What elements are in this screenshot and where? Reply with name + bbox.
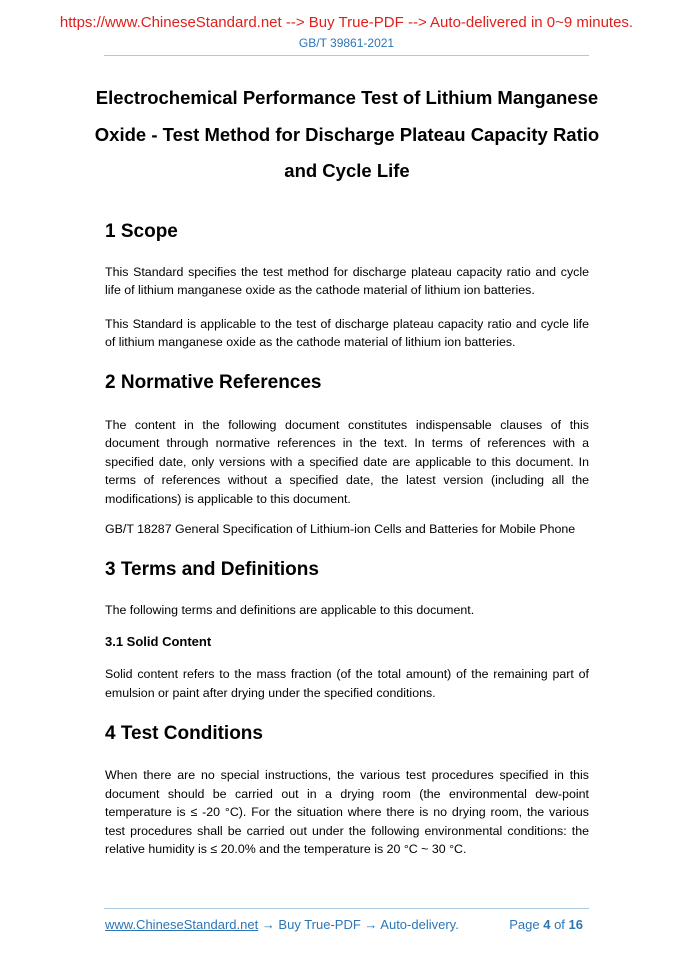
total-pages: 16 (568, 917, 583, 932)
paragraph: This Standard specifies the test method for discharge plateau capacity ratio and cycle life of lithium manganese oxide as the cathode material of lithium ion batteries. (105, 264, 589, 297)
paragraph: This Standard is applicable to the test of discharge plateau capacity ratio and cycle life of lithium manganese oxide as the cathode material of lithium ion batteries. (105, 316, 589, 349)
paragraph: The following terms and definitions are applicable to this document. (105, 602, 475, 617)
section-heading-terms: 3 Terms and Definitions (105, 558, 319, 580)
paragraph: The content in the following document constitutes indispensable clauses of this document through normative references in the text. In terms of references with a specified date, only versions with a specified date are applicable to this document. In terms of references without a specified date, the latest version (including all the modifications) is applicable to this document. (105, 417, 589, 506)
subsection-heading: 3.1 Solid Content (105, 634, 212, 649)
site-link[interactable]: www.ChineseStandard.net (105, 917, 259, 932)
section-heading-normative-references: 2 Normative References (105, 371, 322, 393)
footer-left (105, 917, 459, 932)
page-indicator (509, 917, 589, 932)
section-heading-test-conditions: 4 Test Conditions (105, 723, 263, 744)
footer-tagline: → Buy True-PDF → Auto-delivery. (258, 917, 459, 932)
footer-divider (104, 908, 589, 909)
reference-item: GB/T 18287 General Specification of Lithium-ion Cells and Batteries for Mobile Phone (105, 522, 576, 536)
of-label: of (554, 917, 565, 932)
page-label: Page (509, 917, 540, 932)
standard-number: GB/T 39861-2021 (298, 36, 395, 50)
section-heading-scope: 1 Scope (105, 220, 178, 242)
paragraph: When there are no special instructions, the various test procedures specified in this document should be carried out in a drying room (the environmental dew-point temperature is ≤ -20 °C). For the situation where there is no drying room, the various test procedures shall be carried out under the following environmental conditions: the relative humidity is ≤ 20.0% and the temperature is 20 °C ~ 30 °C. (105, 768, 589, 856)
document-title: Electrochemical Performance Test of Lithium Manganese Oxide - Test Method for Discharge Plateau Capacity Ratio and Cycle Life (94, 87, 600, 181)
promo-banner: https://www.ChineseStandard.net --> Buy True-PDF --> Auto-delivered in 0~9 minutes. (59, 14, 634, 31)
document-body (94, 80, 600, 859)
page-number: 4 (543, 917, 551, 932)
header-divider (104, 55, 589, 56)
page-footer (105, 917, 589, 932)
paragraph: Solid content refers to the mass fraction (of the total amount) of the remaining part of emulsion or paint after drying under the specified conditions. (105, 667, 589, 700)
